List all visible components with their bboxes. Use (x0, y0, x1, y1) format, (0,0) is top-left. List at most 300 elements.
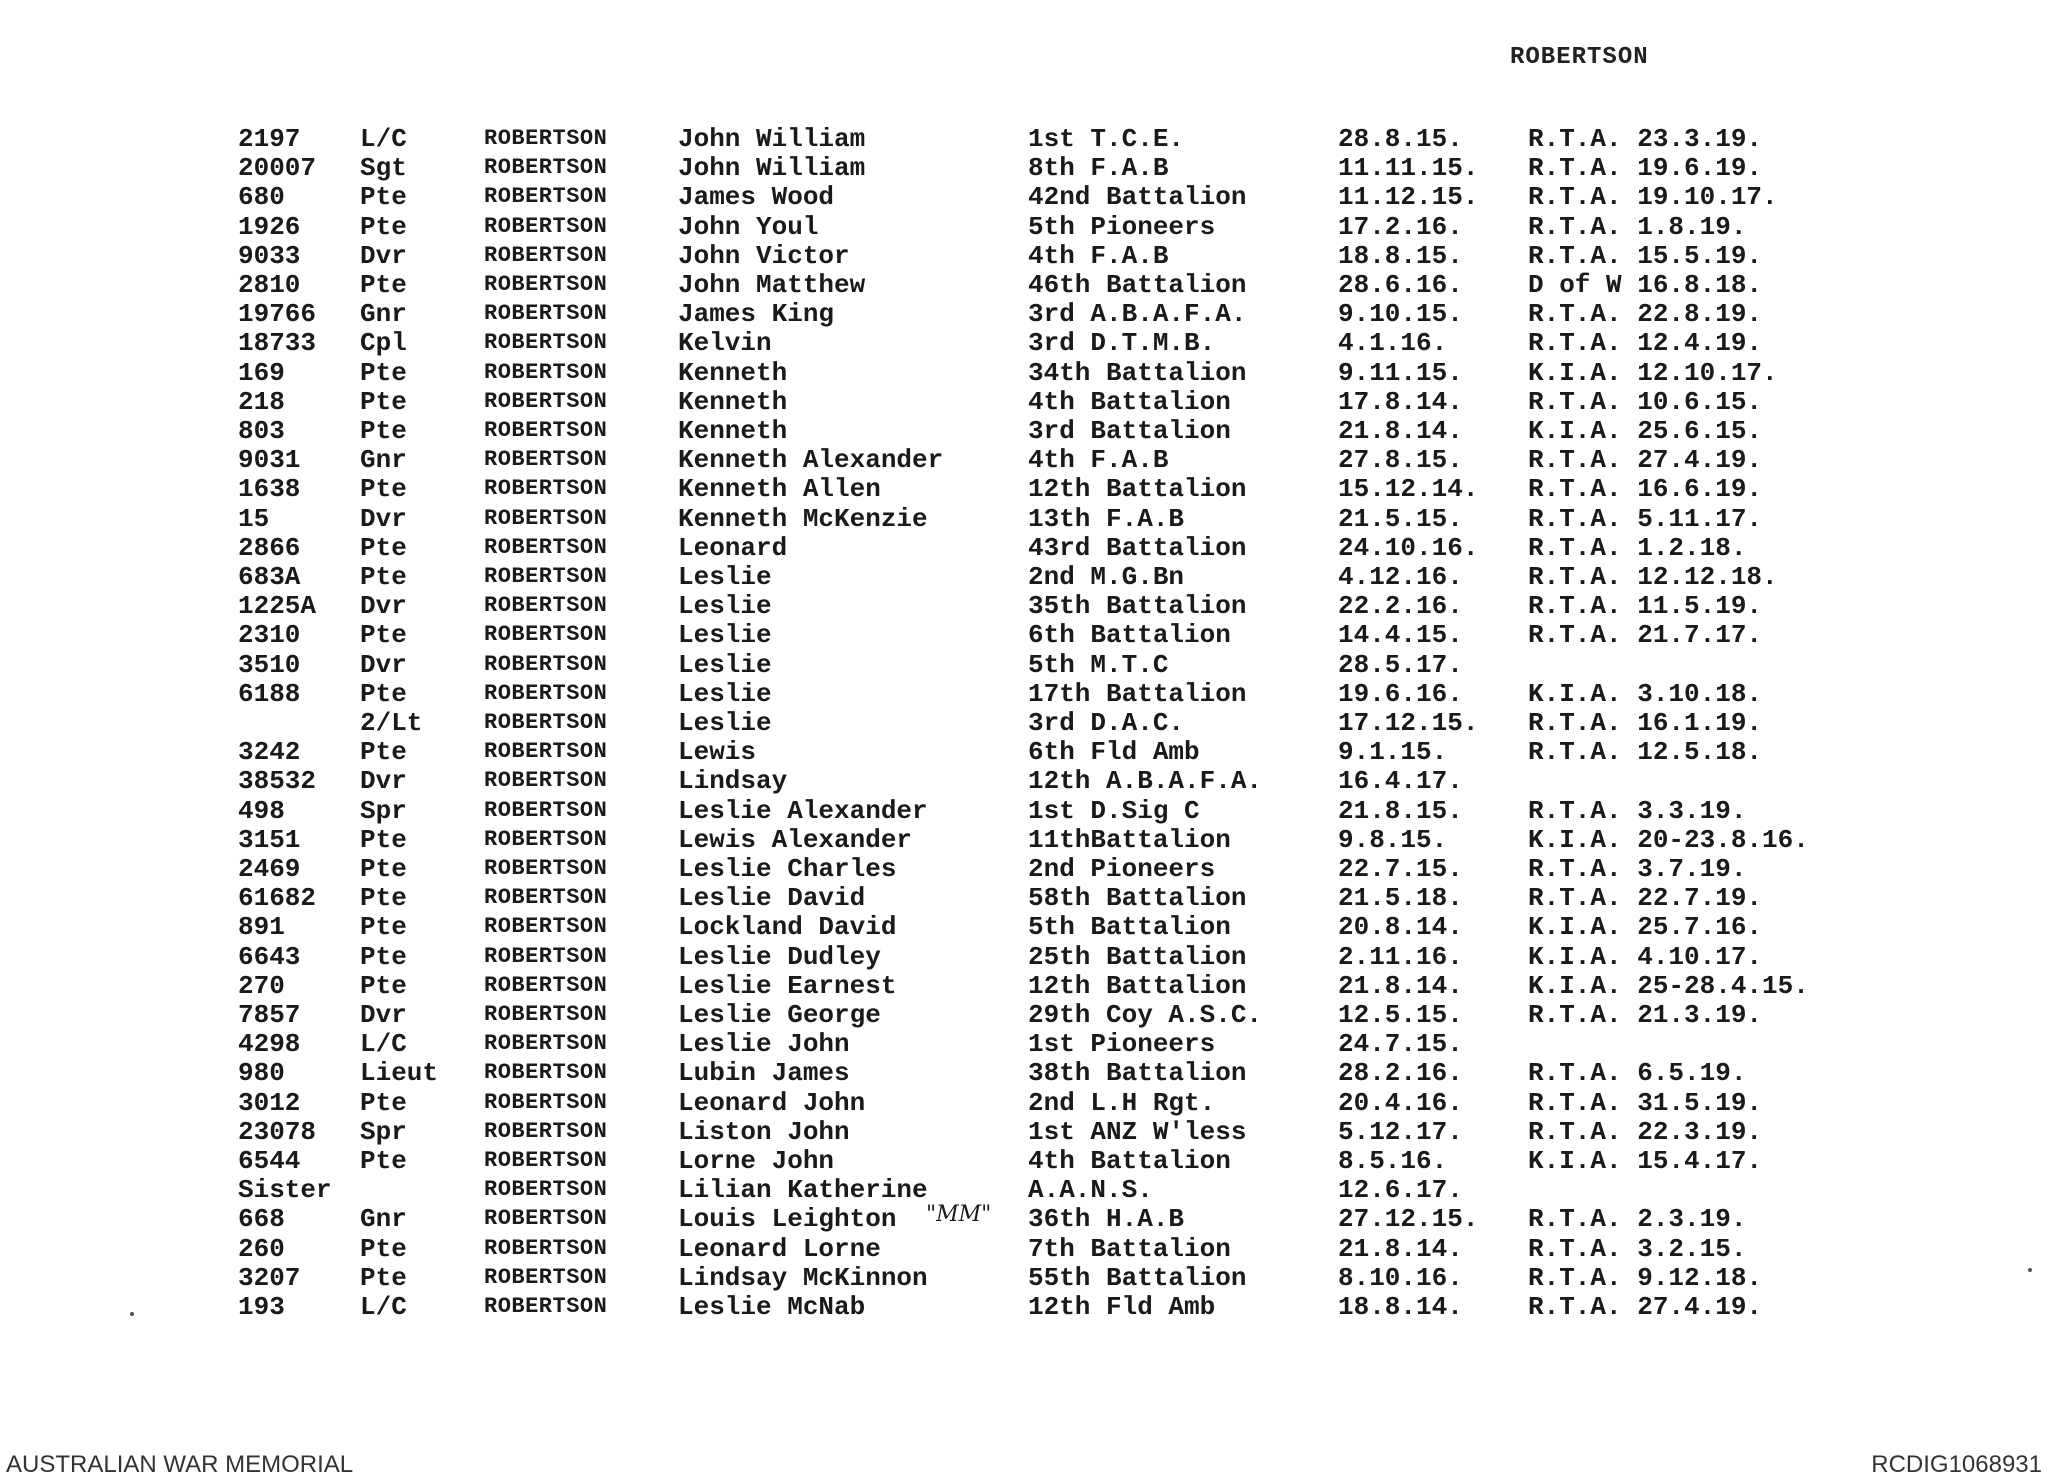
fate: K.I.A. 12.10.17. (1528, 357, 1778, 388)
surname: ROBERTSON (484, 1148, 608, 1173)
unit: 6th Fld Amb (1028, 737, 1200, 768)
service-number: 2197 (238, 124, 301, 154)
surname: ROBERTSON (484, 505, 608, 531)
roll-row (238, 825, 1858, 855)
surname: ROBERTSON (484, 622, 608, 648)
surname: ROBERTSON (484, 710, 608, 735)
surname: ROBERTSON (484, 1089, 608, 1115)
roll-row (238, 299, 1858, 329)
unit: 1st T.C.E. (1028, 124, 1185, 154)
surname: ROBERTSON (484, 768, 608, 794)
enlistment-date: 9.1.15. (1338, 737, 1448, 768)
enlistment-date: 4.12.16. (1338, 562, 1463, 592)
service-number: 19766 (238, 299, 317, 330)
surname: ROBERTSON (484, 564, 608, 589)
service-number: 270 (238, 970, 285, 1001)
surname: ROBERTSON (484, 680, 608, 706)
roll-row (238, 270, 1858, 300)
roll-row (238, 912, 1858, 942)
fate: R.T.A. 23.3.19. (1528, 124, 1763, 154)
enlistment-date: 21.5.18. (1338, 883, 1463, 914)
unit: 5th Pioneers (1028, 211, 1216, 242)
unit: 12th A.B.A.F.A. (1028, 766, 1263, 797)
given-names: Kenneth (678, 416, 788, 446)
unit: A.A.N.S. (1028, 1175, 1153, 1206)
surname: ROBERTSON (484, 184, 608, 210)
rank: Pte (360, 854, 407, 884)
given-names: Leslie (678, 678, 772, 709)
rank: Gnr (360, 1204, 407, 1235)
rank: Pte (360, 270, 407, 300)
enlistment-date: 17.2.16. (1338, 211, 1463, 242)
unit: 58th Battalion (1028, 883, 1247, 914)
given-names: John William (678, 153, 866, 184)
unit: 46th Battalion (1028, 270, 1247, 300)
service-number: 2469 (238, 854, 301, 884)
given-names: Lindsay (678, 766, 788, 797)
unit: 2nd L.H Rgt. (1028, 1087, 1216, 1118)
unit: 2nd Pioneers (1028, 854, 1216, 884)
given-names: Liston John (678, 1116, 850, 1147)
service-number: 6544 (238, 1146, 301, 1176)
given-names: Leslie (678, 562, 772, 592)
roll-row (238, 153, 1858, 183)
roll-row (238, 1088, 1858, 1118)
surname: ROBERTSON (484, 593, 608, 619)
service-number: 683A (238, 562, 301, 592)
surname: ROBERTSON (484, 301, 608, 327)
unit: 3rd A.B.A.F.A. (1028, 299, 1247, 330)
roll-row (238, 1204, 1858, 1234)
page-heading: ROBERTSON (1510, 44, 1649, 71)
given-names: Kelvin (678, 328, 772, 359)
service-number: 2310 (238, 620, 301, 651)
service-number: 3151 (238, 824, 301, 855)
given-names: James King (678, 299, 835, 330)
enlistment-date: 24.7.15. (1338, 1029, 1463, 1060)
service-number: 23078 (238, 1116, 317, 1147)
enlistment-date: 20.4.16. (1338, 1087, 1463, 1118)
unit: 12th Fld Amb (1028, 1292, 1216, 1322)
fate: R.T.A. 5.11.17. (1528, 503, 1763, 534)
fate: R.T.A. 27.4.19. (1528, 1292, 1763, 1322)
surname: ROBERTSON (484, 1264, 608, 1290)
service-number: 38532 (238, 766, 317, 797)
fate: R.T.A. 3.3.19. (1528, 795, 1747, 826)
given-names: John Matthew (678, 270, 866, 300)
roll-row (238, 212, 1858, 242)
enlistment-date: 24.10.16. (1338, 532, 1479, 563)
enlistment-date: 11.12.15. (1338, 182, 1479, 213)
fate: R.T.A. 22.7.19. (1528, 883, 1763, 914)
surname: ROBERTSON (484, 418, 608, 443)
unit: 4th Battalion (1028, 1146, 1231, 1176)
given-names: Lorne John (678, 1146, 835, 1176)
fate: K.I.A. 25-28.4.15. (1528, 970, 1809, 1001)
roll-row (238, 1175, 1858, 1205)
unit: 4th F.A.B (1028, 445, 1169, 476)
enlistment-date: 28.2.16. (1338, 1058, 1463, 1089)
rank: Dvr (360, 240, 407, 271)
service-number: Sister (238, 1175, 332, 1206)
rank: Pte (360, 416, 407, 446)
fate: R.T.A. 1.2.18. (1528, 532, 1747, 563)
enlistment-date: 18.8.14. (1338, 1292, 1463, 1322)
rank: Dvr (360, 766, 407, 797)
given-names: James Wood (678, 182, 835, 213)
fate: R.T.A. 21.3.19. (1528, 1000, 1763, 1030)
fate: R.T.A. 15.5.19. (1528, 240, 1763, 271)
service-number: 218 (238, 386, 285, 417)
fate: R.T.A. 11.5.19. (1528, 591, 1763, 622)
rank: Pte (360, 182, 407, 213)
rank: Dvr (360, 591, 407, 622)
unit: 12th Battalion (1028, 474, 1247, 505)
service-number: 9031 (238, 445, 301, 476)
enlistment-date: 12.5.15. (1338, 1000, 1463, 1030)
fate: R.T.A. 27.4.19. (1528, 445, 1763, 476)
fate: R.T.A. 31.5.19. (1528, 1087, 1763, 1118)
fate: R.T.A. 12.12.18. (1528, 562, 1778, 592)
roll-row (238, 737, 1858, 767)
given-names: Lindsay McKinnon (678, 1262, 928, 1293)
surname: ROBERTSON (484, 476, 608, 502)
rank: Pte (360, 357, 407, 388)
service-number: 6643 (238, 941, 301, 972)
given-names: John William (678, 124, 866, 154)
surname: ROBERTSON (484, 914, 608, 940)
fate: R.T.A. 19.6.19. (1528, 153, 1763, 184)
enlistment-date: 19.6.16. (1338, 678, 1463, 709)
roll-row (238, 562, 1858, 592)
roll-row (238, 650, 1858, 680)
roll-row (238, 504, 1858, 534)
rank: Spr (360, 795, 407, 826)
unit: 25th Battalion (1028, 941, 1247, 972)
given-names: Louis Leighton (678, 1204, 897, 1235)
given-names: Lewis (678, 737, 757, 768)
rank: Pte (360, 912, 407, 943)
unit: 4th F.A.B (1028, 240, 1169, 271)
surname: ROBERTSON (484, 330, 608, 356)
roll-row (238, 1234, 1858, 1264)
surname: ROBERTSON (484, 1294, 608, 1319)
service-number: 260 (238, 1233, 285, 1264)
surname: ROBERTSON (484, 388, 608, 414)
given-names: Lewis Alexander (678, 824, 913, 855)
fate: K.I.A. 15.4.17. (1528, 1146, 1763, 1176)
given-names: John Youl (678, 211, 819, 242)
rank: Pte (360, 824, 407, 855)
surname: ROBERTSON (484, 447, 608, 473)
surname: ROBERTSON (484, 1031, 608, 1057)
service-number: 498 (238, 795, 285, 826)
roll-row (238, 854, 1858, 884)
enlistment-date: 9.10.15. (1338, 299, 1463, 330)
roll-row (238, 971, 1858, 1001)
enlistment-date: 22.7.15. (1338, 854, 1463, 884)
rank: Lieut (360, 1058, 439, 1089)
enlistment-date: 27.12.15. (1338, 1204, 1479, 1235)
surname: ROBERTSON (484, 651, 608, 677)
given-names: Leslie Charles (678, 854, 897, 884)
fate: R.T.A. 16.1.19. (1528, 708, 1763, 738)
unit: 8th F.A.B (1028, 153, 1169, 184)
unit: 42nd Battalion (1028, 182, 1247, 213)
service-number: 193 (238, 1292, 285, 1322)
service-number: 169 (238, 357, 285, 388)
unit: 3rd D.A.C. (1028, 708, 1185, 738)
surname: ROBERTSON (484, 242, 608, 268)
surname: ROBERTSON (484, 534, 608, 560)
unit: 7th Battalion (1028, 1233, 1231, 1264)
footer-archive-name: AUSTRALIAN WAR MEMORIAL (6, 1451, 354, 1478)
service-number: 18733 (238, 328, 317, 359)
fate: R.T.A. 22.3.19. (1528, 1116, 1763, 1147)
rank: Pte (360, 678, 407, 709)
given-names: Leonard (678, 532, 788, 563)
fate: R.T.A. 3.2.15. (1528, 1233, 1747, 1264)
given-names: Leslie (678, 591, 772, 622)
roll-row (238, 328, 1858, 358)
given-names: Kenneth (678, 386, 788, 417)
surname: ROBERTSON (484, 126, 608, 151)
roll-row (238, 241, 1858, 271)
surname: ROBERTSON (484, 943, 608, 969)
given-names: Leslie McNab (678, 1292, 866, 1322)
roll-row (238, 182, 1858, 212)
fate: R.T.A. 10.6.15. (1528, 386, 1763, 417)
given-names: Leslie Alexander (678, 795, 928, 826)
enlistment-date: 21.8.14. (1338, 416, 1463, 446)
service-number: 3012 (238, 1087, 301, 1118)
rank: Pte (360, 532, 407, 563)
surname: ROBERTSON (484, 1206, 608, 1232)
roll-row (238, 358, 1858, 388)
given-names: Kenneth McKenzie (678, 503, 928, 534)
fate: K.I.A. 25.7.16. (1528, 912, 1763, 943)
footer-record-id: RCDIG1068931 (1871, 1451, 2042, 1478)
roll-row (238, 766, 1858, 796)
fate: R.T.A. 16.6.19. (1528, 474, 1763, 505)
surname: ROBERTSON (484, 885, 608, 911)
ink-speck (2028, 1268, 2032, 1272)
unit: 4th Battalion (1028, 386, 1231, 417)
given-names: Leslie (678, 708, 772, 738)
roll-row (238, 1029, 1858, 1059)
service-number: 7857 (238, 1000, 301, 1030)
enlistment-date: 12.6.17. (1338, 1175, 1463, 1206)
surname: ROBERTSON (484, 856, 608, 881)
service-number: 1926 (238, 211, 301, 242)
service-number: 2866 (238, 532, 301, 563)
unit: 17th Battalion (1028, 678, 1247, 709)
service-number: 3207 (238, 1262, 301, 1293)
enlistment-date: 17.8.14. (1338, 386, 1463, 417)
unit: 3rd Battalion (1028, 416, 1231, 446)
unit: 1st D.Sig C (1028, 795, 1200, 826)
roll-row (238, 445, 1858, 475)
handwritten-annotation: "MM" (926, 1202, 992, 1228)
rank: Pte (360, 211, 407, 242)
service-number: 15 (238, 503, 270, 534)
enlistment-date: 4.1.16. (1338, 328, 1448, 359)
rank: L/C (360, 1029, 407, 1060)
given-names: Leslie John (678, 1029, 850, 1060)
roll-row (238, 1146, 1858, 1176)
enlistment-date: 9.11.15. (1338, 357, 1463, 388)
surname: ROBERTSON (484, 213, 608, 239)
enlistment-date: 28.5.17. (1338, 649, 1463, 680)
enlistment-date: 28.6.16. (1338, 270, 1463, 300)
unit: 1st ANZ W'less (1028, 1116, 1247, 1147)
rank: Pte (360, 1146, 407, 1176)
fate: R.T.A. 22.8.19. (1528, 299, 1763, 330)
enlistment-date: 20.8.14. (1338, 912, 1463, 943)
rank: Pte (360, 1233, 407, 1264)
given-names: Kenneth (678, 357, 788, 388)
service-number: 4298 (238, 1029, 301, 1060)
rank: Dvr (360, 503, 407, 534)
enlistment-date: 22.2.16. (1338, 591, 1463, 622)
unit: 29th Coy A.S.C. (1028, 1000, 1263, 1030)
service-number: 3510 (238, 649, 301, 680)
unit: 2nd M.G.Bn (1028, 562, 1185, 592)
rank: L/C (360, 124, 407, 154)
unit: 3rd D.T.M.B. (1028, 328, 1216, 359)
fate: K.I.A. 4.10.17. (1528, 941, 1763, 972)
fate: R.T.A. 2.3.19. (1528, 1204, 1747, 1235)
rank: Pte (360, 1087, 407, 1118)
roll-row (238, 679, 1858, 709)
given-names: Leslie Dudley (678, 941, 881, 972)
service-number: 1225A (238, 591, 317, 622)
service-number: 6188 (238, 678, 301, 709)
unit: 5th Battalion (1028, 912, 1231, 943)
service-number: 803 (238, 416, 285, 446)
unit: 34th Battalion (1028, 357, 1247, 388)
surname: ROBERTSON (484, 272, 608, 297)
fate: R.T.A. 19.10.17. (1528, 182, 1778, 213)
enlistment-date: 21.8.14. (1338, 970, 1463, 1001)
roll-row (238, 591, 1858, 621)
fate: K.I.A. 25.6.15. (1528, 416, 1763, 446)
enlistment-date: 21.5.15. (1338, 503, 1463, 534)
unit: 38th Battalion (1028, 1058, 1247, 1089)
surname: ROBERTSON (484, 1177, 608, 1203)
rank: 2/Lt (360, 708, 423, 738)
service-number: 1638 (238, 474, 301, 505)
rank: Pte (360, 562, 407, 592)
rank: Pte (360, 386, 407, 417)
fate: R.T.A. 9.12.18. (1528, 1262, 1763, 1293)
rank: Gnr (360, 299, 407, 330)
enlistment-date: 14.4.15. (1338, 620, 1463, 651)
enlistment-date: 5.12.17. (1338, 1116, 1463, 1147)
given-names: Leslie George (678, 1000, 881, 1030)
enlistment-date: 8.5.16. (1338, 1146, 1448, 1176)
roll-row (238, 883, 1858, 913)
unit: 13th F.A.B (1028, 503, 1185, 534)
rank: L/C (360, 1292, 407, 1322)
unit: 11thBattalion (1028, 824, 1231, 855)
surname: ROBERTSON (484, 972, 608, 998)
surname: ROBERTSON (484, 1002, 608, 1027)
roll-row (238, 1292, 1858, 1322)
enlistment-date: 15.12.14. (1338, 474, 1479, 505)
service-number: 980 (238, 1058, 285, 1089)
fate: R.T.A. 1.8.19. (1528, 211, 1747, 242)
fate: K.I.A. 3.10.18. (1528, 678, 1763, 709)
given-names: Kenneth Alexander (678, 445, 944, 476)
surname: ROBERTSON (484, 1118, 608, 1144)
given-names: Leonard John (678, 1087, 866, 1118)
roll-row (238, 942, 1858, 972)
rank: Cpl (360, 328, 407, 359)
unit: 36th H.A.B (1028, 1204, 1185, 1235)
fate: K.I.A. 20-23.8.16. (1528, 824, 1809, 855)
rank: Gnr (360, 445, 407, 476)
enlistment-date: 2.11.16. (1338, 941, 1463, 972)
fate: R.T.A. 12.4.19. (1528, 328, 1763, 359)
enlistment-date: 11.11.15. (1338, 153, 1479, 184)
enlistment-date: 21.8.15. (1338, 795, 1463, 826)
fate: R.T.A. 3.7.19. (1528, 854, 1747, 884)
ink-speck (130, 1312, 134, 1316)
given-names: Leslie (678, 649, 772, 680)
surname: ROBERTSON (484, 155, 608, 181)
given-names: Leslie Earnest (678, 970, 897, 1001)
enlistment-date: 9.8.15. (1338, 824, 1448, 855)
rank: Pte (360, 1262, 407, 1293)
roll-row (238, 416, 1858, 446)
given-names: Lilian Katherine (678, 1175, 928, 1206)
service-number: 61682 (238, 883, 317, 914)
rank: Sgt (360, 153, 407, 184)
enlistment-date: 16.4.17. (1338, 766, 1463, 797)
nominal-roll (238, 124, 1858, 1324)
unit: 6th Battalion (1028, 620, 1231, 651)
roll-row (238, 708, 1858, 738)
rank: Pte (360, 941, 407, 972)
rank: Pte (360, 737, 407, 768)
surname: ROBERTSON (484, 739, 608, 765)
surname: ROBERTSON (484, 1060, 608, 1086)
roll-row (238, 1000, 1858, 1030)
rank: Pte (360, 883, 407, 914)
roll-row (238, 533, 1858, 563)
fate: D of W 16.8.18. (1528, 270, 1763, 300)
enlistment-date: 27.8.15. (1338, 445, 1463, 476)
given-names: Leslie David (678, 883, 866, 914)
service-number: 20007 (238, 153, 317, 184)
roll-row (238, 1058, 1858, 1088)
roll-row (238, 620, 1858, 650)
rank: Spr (360, 1116, 407, 1147)
given-names: Leonard Lorne (678, 1233, 881, 1264)
rank: Pte (360, 970, 407, 1001)
rank: Pte (360, 474, 407, 505)
service-number: 2810 (238, 270, 301, 300)
rank: Pte (360, 620, 407, 651)
fate: R.T.A. 6.5.19. (1528, 1058, 1747, 1089)
service-number: 3242 (238, 737, 301, 768)
given-names: Lubin James (678, 1058, 850, 1089)
given-names: Kenneth Allen (678, 474, 881, 505)
enlistment-date: 18.8.15. (1338, 240, 1463, 271)
roll-row (238, 796, 1858, 826)
fate: R.T.A. 21.7.17. (1528, 620, 1763, 651)
